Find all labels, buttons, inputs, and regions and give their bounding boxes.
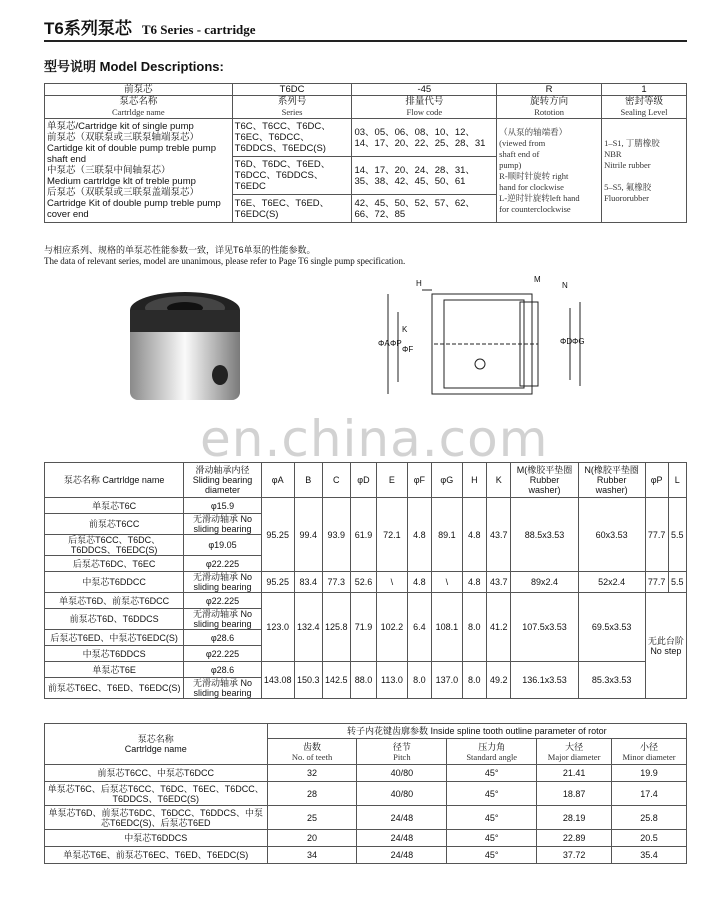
g4-d: 88.0	[350, 662, 376, 699]
dim-bearing-7: 无滑动轴承 No sliding bearing	[184, 609, 261, 630]
g1-m: 88.5x3.53	[511, 498, 578, 572]
g1-a: 95.25	[261, 498, 294, 572]
g2-a: 95.25	[261, 572, 294, 593]
g1-b: 99.4	[294, 498, 322, 572]
g2-m: 89x2.4	[511, 572, 578, 593]
g2-k: 43.7	[487, 572, 511, 593]
spline-row: 中泵芯T6DDCS 20 24/48 45° 22.89 20.5	[45, 830, 687, 847]
g1-n: 60x3.53	[578, 498, 645, 572]
page-title-en: T6 Series - cartridge	[141, 22, 256, 37]
label-d: ΦD	[560, 337, 573, 346]
g3-c: 125.8	[322, 593, 350, 662]
spline-row: 单泵芯T6C、后泵芯T6CC、T6DC、T6EC、T6DCC、T6DDCS、T6EDC(S) 28 40/80 45° 18.87 17.4	[45, 782, 687, 806]
dim-h-d: φD	[350, 463, 376, 498]
g1-l: 5.5	[668, 498, 686, 572]
spline-table	[44, 723, 687, 864]
cartridge-photo	[120, 280, 250, 410]
dim-h-b: B	[294, 463, 322, 498]
dim-name-4: 后泵芯T6DC、T6EC	[45, 556, 184, 572]
dim-name-7: 前泵芯T6D、T6DDCS	[45, 609, 184, 630]
code-series: T6DC	[232, 84, 352, 96]
g4-a: 143.08	[261, 662, 294, 699]
dim-bearing-9: φ22.225	[184, 646, 261, 662]
flow-row-2: 14、17、20、24、28、31、35、38、42、45、50、61	[352, 157, 497, 195]
rotation-cell: （从泵的轴端看） (viewed from shaft end of pump) R-顺时针旋转 right hand for clockwise L-逆时针旋转left hand for counterclockwise	[497, 119, 602, 223]
g2-e: \	[377, 572, 408, 593]
dim-bearing-4: φ22.225	[184, 556, 261, 572]
dim-h-f: φF	[407, 463, 431, 498]
section-title: 型号说明 Model Descriptions:	[44, 59, 224, 74]
g4-k: 49.2	[487, 662, 511, 699]
dim-name-1: 单泵芯T6C	[45, 498, 184, 514]
dim-name-10: 单泵芯T6E	[45, 662, 184, 678]
dim-h-bearing: 滑动轴承内径 Sliding bearing diameter	[184, 463, 261, 498]
label-f: ΦF	[402, 345, 414, 354]
g1-k: 43.7	[487, 498, 511, 572]
title-divider	[44, 40, 687, 42]
g1-f: 4.8	[407, 498, 431, 572]
dim-name-11: 前泵芯T6EC、T6ED、T6EDC(S)	[45, 678, 184, 699]
header-sealing: 密封等级 Sealing Level	[602, 96, 687, 119]
watermark: en.china.com	[200, 410, 549, 468]
label-p: ΦP	[390, 339, 402, 348]
dim-bearing-2: 无滑动轴承 No sliding bearing	[184, 514, 261, 535]
dim-h-k: K	[487, 463, 511, 498]
page-title: T6系列泵芯 T6 Series - cartridge	[44, 19, 256, 38]
g3-b: 132.4	[294, 593, 322, 662]
label-h: H	[416, 279, 422, 288]
spline-h-name: 泵芯名称 Cartrldge name	[45, 724, 268, 765]
dim-h-e: E	[377, 463, 408, 498]
code-name: 前泵芯	[45, 84, 233, 96]
sealing-cell: 1–S1, 丁腈橡胶 NBR Nitrile rubber 5–S5, 氟橡胶 Fluororubber	[602, 119, 687, 223]
g1-e: 72.1	[377, 498, 408, 572]
spline-row: 单泵芯T6E、前泵芯T6EC、T6ED、T6EDC(S) 34 24/48 45° 37.72 35.4	[45, 847, 687, 864]
code-flow: -45	[352, 84, 497, 96]
label-a: ΦA	[378, 339, 390, 348]
g1-h: 4.8	[462, 498, 486, 572]
dim-bearing-6: φ22.225	[184, 593, 261, 609]
spline-h-teeth: 齿数 No. of teeth	[267, 739, 357, 765]
dim-h-l: L	[668, 463, 686, 498]
g2-c: 77.3	[322, 572, 350, 593]
dimension-table	[44, 462, 687, 699]
dimension-drawing	[370, 272, 590, 412]
spline-h-major: 大径 Major diameter	[537, 739, 612, 765]
spline-h-pitch: 径节 Pitch	[357, 739, 447, 765]
header-flow: 排量代号 Flow code	[352, 96, 497, 119]
g4-h: 8.0	[462, 662, 486, 699]
dim-h-name: 泵芯名称 Cartrldge name	[45, 463, 184, 498]
header-name: 泵芯名称 Cartrldge name	[45, 96, 233, 119]
g2-p: 77.7	[645, 572, 668, 593]
spline-title: 转子内花键齿廓参数 Inside spline tooth outline parameter of rotor	[267, 724, 686, 739]
spline-row: 单泵芯T6D、前泵芯T6DC、T6DCC、T6DDCS、中泵芯T6EDC(S)、后泵芯T6ED 25 24/48 45° 28.19 25.8	[45, 806, 687, 830]
g4-b: 150.3	[294, 662, 322, 699]
dim-name-6: 单泵芯T6D、前泵芯T6DCC	[45, 593, 184, 609]
note-cn: 与相应系列、规格的单泵芯性能参数一致，详见T6单泵的性能参数。	[44, 245, 316, 255]
g4-f: 8.0	[407, 662, 431, 699]
g2-d: 52.6	[350, 572, 376, 593]
label-g: ΦG	[572, 337, 585, 346]
g3-d: 71.9	[350, 593, 376, 662]
dim-name-8: 后泵芯T6ED、中泵芯T6EDC(S)	[45, 630, 184, 646]
g3-k: 41.2	[487, 593, 511, 662]
header-series: 系列号 Series	[232, 96, 352, 119]
series-row-2: T6D、T6DC、T6ED、T6DCC、T6DDCS、T6EDC	[232, 157, 352, 195]
dim-bearing-11: 无滑动轴承 No sliding bearing	[184, 678, 261, 699]
g2-b: 83.4	[294, 572, 322, 593]
g1-g: 89.1	[432, 498, 463, 572]
series-row-1: T6C、T6CC、T6DC、T6EC、T6DCC、T6DDCS、T6EDC(S)	[232, 119, 352, 157]
label-k: K	[402, 325, 408, 334]
g3-f: 6.4	[407, 593, 431, 662]
g3-h: 8.0	[462, 593, 486, 662]
label-m: M	[534, 275, 541, 284]
dim-name-5: 中泵芯T6DDCC	[45, 572, 184, 593]
dim-h-a: φA	[261, 463, 294, 498]
g2-h: 4.8	[462, 572, 486, 593]
g4-e: 113.0	[377, 662, 408, 699]
dim-bearing-10: φ28.6	[184, 662, 261, 678]
code-sealing: 1	[602, 84, 687, 96]
g4-n: 85.3x3.53	[578, 662, 645, 699]
code-rotation: R	[497, 84, 602, 96]
no-step-cell: 无此台阶 No step	[645, 593, 686, 699]
dim-h-h: H	[462, 463, 486, 498]
g4-c: 142.5	[322, 662, 350, 699]
g4-g: 137.0	[432, 662, 463, 699]
g3-e: 102.2	[377, 593, 408, 662]
dim-h-c: C	[322, 463, 350, 498]
g1-d: 61.9	[350, 498, 376, 572]
dim-bearing-3: φ19.05	[184, 535, 261, 556]
dim-h-p: φP	[645, 463, 668, 498]
g3-g: 108.1	[432, 593, 463, 662]
dim-h-n: N(橡胶平垫圈 Rubber washer)	[578, 463, 645, 498]
dim-bearing-8: φ28.6	[184, 630, 261, 646]
dim-bearing-1: φ15.9	[184, 498, 261, 514]
header-rotation: 旋转方向 Rototion	[497, 96, 602, 119]
flow-row-3: 42、45、50、52、57、62、66、72、85	[352, 195, 497, 223]
dim-bearing-5: 无滑动轴承 No sliding bearing	[184, 572, 261, 593]
dim-h-m: M(橡胶平垫圈 Rubber washer)	[511, 463, 578, 498]
g3-a: 123.0	[261, 593, 294, 662]
g3-m: 107.5x3.53	[511, 593, 578, 662]
g3-n: 69.5x3.53	[578, 593, 645, 662]
dim-name-3: 后泵芯T6CC、T6DC、T6DDCS、T6EDC(S)	[45, 535, 184, 556]
dim-name-2: 前泵芯T6CC	[45, 514, 184, 535]
cartridge-names: 单泵芯/Cartridge kit of single pump 前泵芯（双联泵或三联泵轴端泵芯） Cartidge kit of double pump treble pump shaft end 中泵芯（三联泵中间轴泵芯） Medium cartrldge klt of treble pump 后泵芯（双联泵或三联泵盖端泵芯） Cartridge Kit of double pump treble pump cover end	[45, 119, 233, 223]
g1-p: 77.7	[645, 498, 668, 572]
spline-row: 前泵芯T6CC、中泵芯T6DCC 32 40/80 45° 21.41 19.9	[45, 765, 687, 782]
g2-g: \	[432, 572, 463, 593]
model-description-table	[44, 83, 687, 223]
g2-l: 5.5	[668, 572, 686, 593]
g4-m: 136.1x3.53	[511, 662, 578, 699]
dim-name-9: 中泵芯T6DDCS	[45, 646, 184, 662]
dim-h-g: φG	[432, 463, 463, 498]
g2-n: 52x2.4	[578, 572, 645, 593]
flow-row-1: 03、05、06、08、10、12、14、17、20、22、25、28、31	[352, 119, 497, 157]
series-row-3: T6E、T6EC、T6ED、T6EDC(S)	[232, 195, 352, 223]
spline-h-minor: 小径 Minor diameter	[612, 739, 687, 765]
g2-f: 4.8	[407, 572, 431, 593]
spline-h-angle: 压力角 Standard angle	[447, 739, 537, 765]
g1-c: 93.9	[322, 498, 350, 572]
label-n: N	[562, 281, 568, 290]
note-en: The data of relevant series, model are unanimous, please refer to Page T6 single pump specification.	[44, 256, 406, 266]
